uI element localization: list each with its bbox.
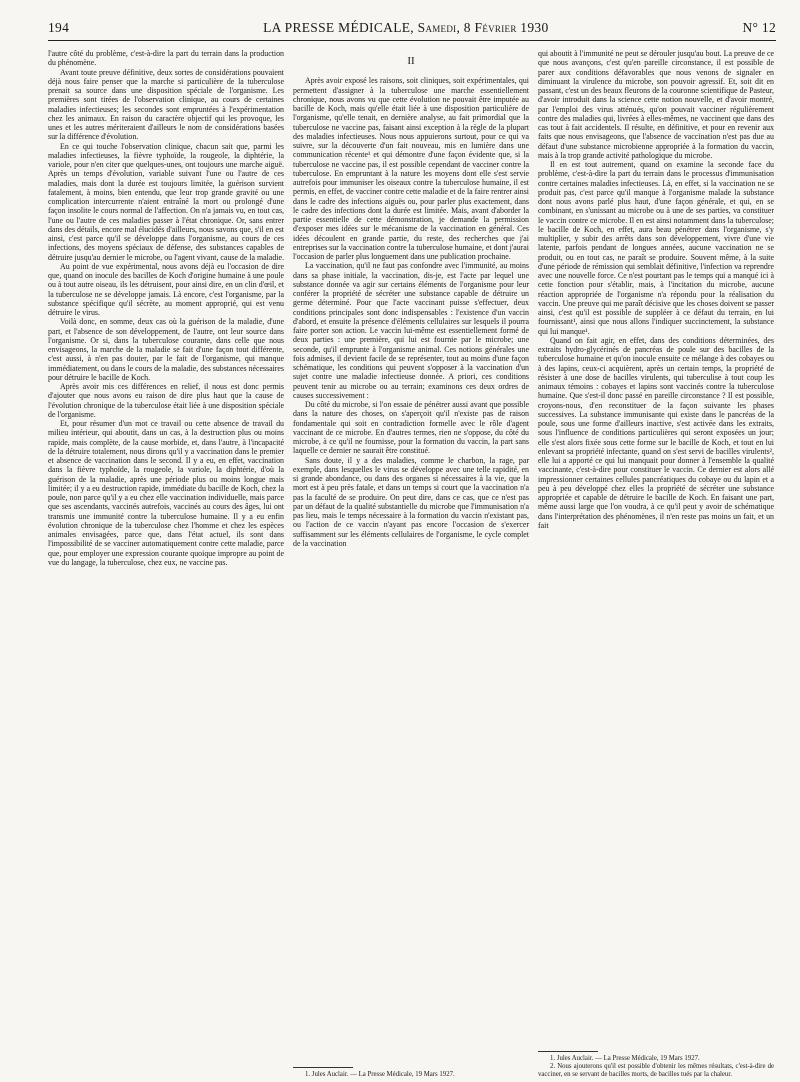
paragraph: Après avoir exposé les raisons, soit cliniques, soit expérimentales, qui permettent d'assigner à la tuberculose une marche essentiellement chronique, nous avons vu que cette évolution ne pouvait être imputée au bacille de Koch, mais qu'elle était liée à une disposition particulière de l'organisme, qu'elle tenait, en dernière analyse, au fait primordial que la tuberculose ne vaccine pas, faisant ainsi exception à la règle de la plupart des maladies infectieuses. Nous nous appuierons surtout, pour ce qui va suivre, sur la découverte d'un fait nouveau, mis en lumière dans une communication récente¹ et qui démontre d'une façon évidente que, si la tuberculose ne vaccine pas, il est possible cependant de vacciner contre la tuberculose. En empruntant à la nature les moyens dont elle s'est servie autrefois pour immuniser les oiseaux contre la tuberculose humaine, il est permis, en effet, de vacciner contre cette maladie et de la faire rentrer ainsi dans le cadre des infections aiguës ou, pour parler plus exactement, dans le cadre des infections dont la durée est limitée. Mais, avant d'aborder la partie essentielle de cette démonstration, je demande la permission d'exposer mes idées sur le mécanisme de la vaccination en général. Ces idées découlent en grande partie, du reste, des recherches que j'ai entreprises sur la vaccination contre la tuberculose humaine, et dont j'aurai l'occasion de parler plus longuement dans une publication prochaine. — [293, 76, 529, 261]
journal-title: LA PRESSE MÉDICALE, Samedi, 8 Février 1930 — [263, 20, 549, 35]
text-columns — [48, 49, 776, 1079]
column-3-body — [538, 49, 774, 530]
footnote-rule — [538, 1051, 598, 1052]
issue-number: N° 12 — [742, 20, 776, 35]
paragraph: Quand on fait agir, en effet, dans des conditions déterminées, des extraits hydro-glycérinés de pancréas de poule sur des bacilles de la tuberculose humaine et qu'on inocule ensuite ce mélange à des cobayes ou à des lapins, ceux-ci acquièrent, après un certain temps, la propriété de résister à une dose de bacilles virulents, qui tuberculise à tout coup les animaux témoins : cobayes et lapins sont vaccinés contre la tuberculose humaine. Que s'est-il donc passé en pareille circonstance ? Il est possible, croyons-nous, d'en reconstituer de la façon suivante les phases successives. La substance immunisante qui existe dans le pancréas de la poule, sous une forme d'ailleurs inactive, s'est activée dans les extraits, sous l'influence de conditions particulières qui seront exposées un jour; elle s'est alors fixée sous cette forme sur le bacille de Koch, et tout en lui enlevant sa propriété infectante, quand on s'est servi de bacilles virulents², elle lui a apporté ce qui lui manquait pour donner à l'ensemble la qualité vaccinante, c'est-à-dire pour constituer le vaccin. Ce dernier est alors allé impressionner certaines cellules pancréatiques du cobaye ou du lapin et a peu à peu développé chez elles la propriété de sécréter une substance appropriée et capable de détruire le bacille de Koch. En faisant une part, même aussi large que l'on voudra, à ce qu'il peut y avoir de schématique dans l'interprétation des phénomènes, il n'en reste pas moins un fait, et un fait — [538, 335, 774, 530]
footnote: 1. Jules Auclair. — La Presse Médicale, 19 Mars 1927. — [550, 1055, 700, 1062]
column-1 — [48, 49, 284, 1079]
paragraph: l'autre côté du problème, c'est-à-dire la part du terrain dans la production du phénomène. — [48, 49, 284, 68]
footnote: 2. Nous ajouterons qu'il est possible d'obtenir les mêmes résultats, c'est-à-dire de vacciner, en se servant de bacilles morts, de bacilles tués par la chaleur. — [538, 1063, 774, 1078]
column-3-footnotes — [538, 1045, 774, 1079]
paragraph: Avant toute preuve définitive, deux sortes de considérations pouvaient déjà nous faire penser que la marche si particulière de la tuberculose prenait sa source dans une disposition spéciale de l'organisme. Les premières sont tirées de l'observation clinique, au cours de certaines maladies infectieuses; les secondes sont empruntées à l'expérimentation chez les animaux. En raison du caractère objectif qui les provoque, les unes et les autres mériteraient d'ailleurs le nom de considérations basées sur la différence d'évolution. — [48, 67, 284, 142]
footnote: 1. Jules Auclair. — La Presse Médicale, 19 Mars 1927. — [305, 1071, 455, 1078]
paragraph: Au point de vue expérimental, nous avons déjà eu l'occasion de dire que, quand on inocule des bacilles de Koch d'origine humaine à une poule ou à tout autre oiseau, ils les détruisent, pour ainsi dire, en un clin d'œil, et la tuberculose ne se développe jamais. Là encore, c'est l'organisme, par la substance spécifique qu'il sécrète, au moment approprié, qui est venu détruire le virus. — [48, 261, 284, 317]
column-2 — [293, 49, 529, 1079]
paragraph: Et, pour résumer d'un mot ce travail ou cette absence de travail du milieu intérieur, qui aboutit, dans un cas, à la destruction plus ou moins rapide, mais complète, de la cause morbide, et, dans l'autre, à l'incapacité de la détruire totalement, nous dirons qu'il y a vaccination dans le premier et absence de vaccination dans le second. Il y a eu, en effet, vaccination dans la fièvre typhoïde, la rougeole, la variole, la diphtérie, d'où la guérison de la maladie, après une période plus ou moins longue mais limitée; il y a eu destruction rapide, immédiate du bacille de Koch, chez la poule, non parce qu'il y a eu chez elle vaccination individuelle, mais parce que ses ascendants, vaccinés autrefois, vaccinés au cours des âges, lui ont transmis une immunité contre la tuberculose humaine. Il y a eu enfin évolution chronique de la tuberculose chez l'homme et chez les espèces animales envisagées, parce que, dans l'état actuel, ils sont dans l'impossibilité de se vacciner automatiquement contre cette maladie, parce que, pour employer une expression courante quoique impropre au point de vue du langage, la tuberculose, chez eux, ne vaccine pas. — [48, 419, 284, 567]
column-3 — [538, 49, 774, 1079]
column-2-footnotes — [293, 1061, 529, 1079]
paragraph: Du côté du microbe, si l'on essaie de pénétrer aussi avant que possible dans la nature des choses, on s'aperçoit qu'il n'existe pas de raison fondamentale qui soit en contradiction formelle avec le rôle d'agent vaccinant de ce microbe. En d'autres termes, rien ne s'oppose, du côté du microbe, à ce qu'il ne fournisse, pour la formation du vaccin, la part sans laquelle ce dernier ne saurait être constitué. — [293, 400, 529, 456]
paragraph: En ce qui touche l'observation clinique, chacun sait que, parmi les maladies infectieuses, la fièvre typhoïde, la rougeole, la diphtérie, la variole, pour n'en citer que quelques-unes, ont toujours une marche aiguë. Après un temps d'évolution, variable suivant l'une ou l'autre de ces maladies, mais dont la durée est toujours limitée, la guérison survient fatalement, à moins, bien entendu, que leur trop grande gravité ou une complication intercurrente n'aient entraîné la mort ou prolongé d'une façon insolite le cours normal de l'affection. On n'a jamais vu, en tout cas, l'une ou l'autre de ces maladies passer à l'état chronique. Or, sans entrer dans des détails, encore mal élucidés d'ailleurs, nous savons que, s'il en est ainsi, c'est parce qu'il se développe dans l'organisme, au cours de ces infections, des moyens spéciaux de défense, des substances capables de détruire jusqu'au dernier le microbe, ou l'agent vivant, cause de la maladie. — [48, 141, 284, 262]
column-2-body — [293, 49, 529, 548]
paragraph: qui aboutit à l'immunité ne peut se dérouler jusqu'au bout. La preuve de ce que nous avançons, c'est qu'en pareille circonstance, il est possible de parer aux conditions défavorables que nous venons de signaler en diminuant la virulence du microbe, son pouvoir agressif. Et, soit dit en passant, c'est un des beaux fleurons de la couronne scientifique de Pasteur, d'avoir introduit dans la science cette notion nouvelle, et d'avoir montré, par l'emploi des virus atténués, qu'on pouvait vacciner régulièrement contre des maladies qui, livrées à elles-mêmes, ne vaccinent que dans des cas tout à fait accidentels. Il résulte, en définitive, et pour en revenir aux faits que nous envisageons, que l'absence de vaccination n'est pas due au défaut d'une substance microbienne appropriée à la formation du vaccin, mais à la trop grande activité pathologique du microbe. — [538, 49, 774, 160]
running-header — [48, 20, 776, 41]
paragraph: Voilà donc, en somme, deux cas où la guérison de la maladie, d'une part, et l'absence de son développement, de l'autre, ont leur source dans l'organisme. Or si, dans la tuberculose courante, dans celle que nous envisageons, la marche de la maladie se fait d'une façon tout différente, c'est aussi, à n'en pas douter, par le fait de l'organisme, qui manque immédiatement, ou dans le cours de la maladie, des substances nécessaires pour détruire le bacille de Koch. — [48, 317, 284, 382]
paragraph: Après avoir mis ces différences en relief, il nous est donc permis d'ajouter que nous avons eu raison de dire plus haut que la cause de l'évolution chronique de la tuberculose était liée à une disposition spéciale de l'organisme. — [48, 382, 284, 419]
paragraph: Sans doute, il y a des maladies, comme le charbon, la rage, par exemple, dans lesquelles le virus se développe avec une telle rapidité, en si grande abondance, ou dans des organes si nécessaires à la vie, que la mort est à peu près fatale, et dans un temps si court que la vaccination n'a pas la faculté de se produire. On peut dire, dans ce cas, que ce n'est pas par un défaut de la qualité substantielle du microbe que l'immunisation n'a pas lieu, mais le temps nécessaire à la formation du vaccin n'existant pas, ou l'action de ce vaccin n'ayant pas encore l'occasion de s'exercer suffisamment sur les éléments cellulaires de l'organisme, le cycle complet de la vaccination — [293, 455, 529, 548]
page-number: 194 — [48, 20, 70, 35]
section-heading: II — [407, 55, 415, 67]
paragraph: Il en est tout autrement, quand on examine la seconde face du problème, c'est-à-dire la part du terrain dans le processus d'immunisation contre certaines maladies infectieuses. Là, en effet, si la vaccination ne se produit pas, c'est parce qu'il manque à l'organisme malade la substance dont nous avons parlé plus haut, d'une façon générale, et qui, en se combinant, en s'unissant au microbe ou à une de ses parties, va constituer le vaccin contre ce microbe. Il en est ainsi notamment dans la tuberculose; le bacille de Koch, en effet, aura beau pénétrer dans l'organisme, s'y multiplier, y subir des arrêts dans son développement, vivre d'une vie latente, parfois pendant de longues années, aucune vaccination ne se produit, ou en tout cas, ne paraît se produire. Souvent même, à la suite d'une période de rémission qui semblait définitive, l'infection va reprendre avec une nouvelle force. Ce n'est pourtant pas le temps qui a manqué ici à cette fonction pour s'établir, mais, à l'incitation du microbe, aucune réaction appropriée de l'organisme n'a répondu pour la réalisation du vaccin. Une preuve qui me paraît décisive que les choses doivent se passer ainsi, c'est qu'il est possible de suppléer à ce défaut du terrain, en lui fournissant¹, ainsi que nous allons l'indiquer succinctement, la substance qui lui manque¹. — [538, 160, 774, 336]
footnote-rule — [293, 1067, 353, 1068]
paragraph: La vaccination, qu'il ne faut pas confondre avec l'immunité, au moins dans sa phase initiale, la vaccination, dis-je, est l'acte par lequel une substance donnée va agir sur certains éléments de l'organisme pour leur conférer la propriété de sécréter une substance capable de détruire un germe déterminé. Pour que l'acte vaccinant puisse s'effectuer, deux conditions principales sont donc indispensables : l'existence d'un vaccin d'abord, et ensuite la présence d'éléments cellulaires sur lesquels il pourra faire porter son action. Le vaccin lui-même est essentiellement formé de deux parties : une première, qui lui est fournie par le microbe; une seconde, qu'il emprunte à l'organisme animal. Ces notions générales une fois admises, il devient facile de se représenter, tout au moins d'une façon schématique, les conditions qui peuvent s'opposer à la vaccination d'un sujet contre une maladie infectieuse donnée. A priori, ces conditions peuvent tenir au microbe ou au terrain; examinons ces deux ordres de causes successivement : — [293, 261, 529, 400]
